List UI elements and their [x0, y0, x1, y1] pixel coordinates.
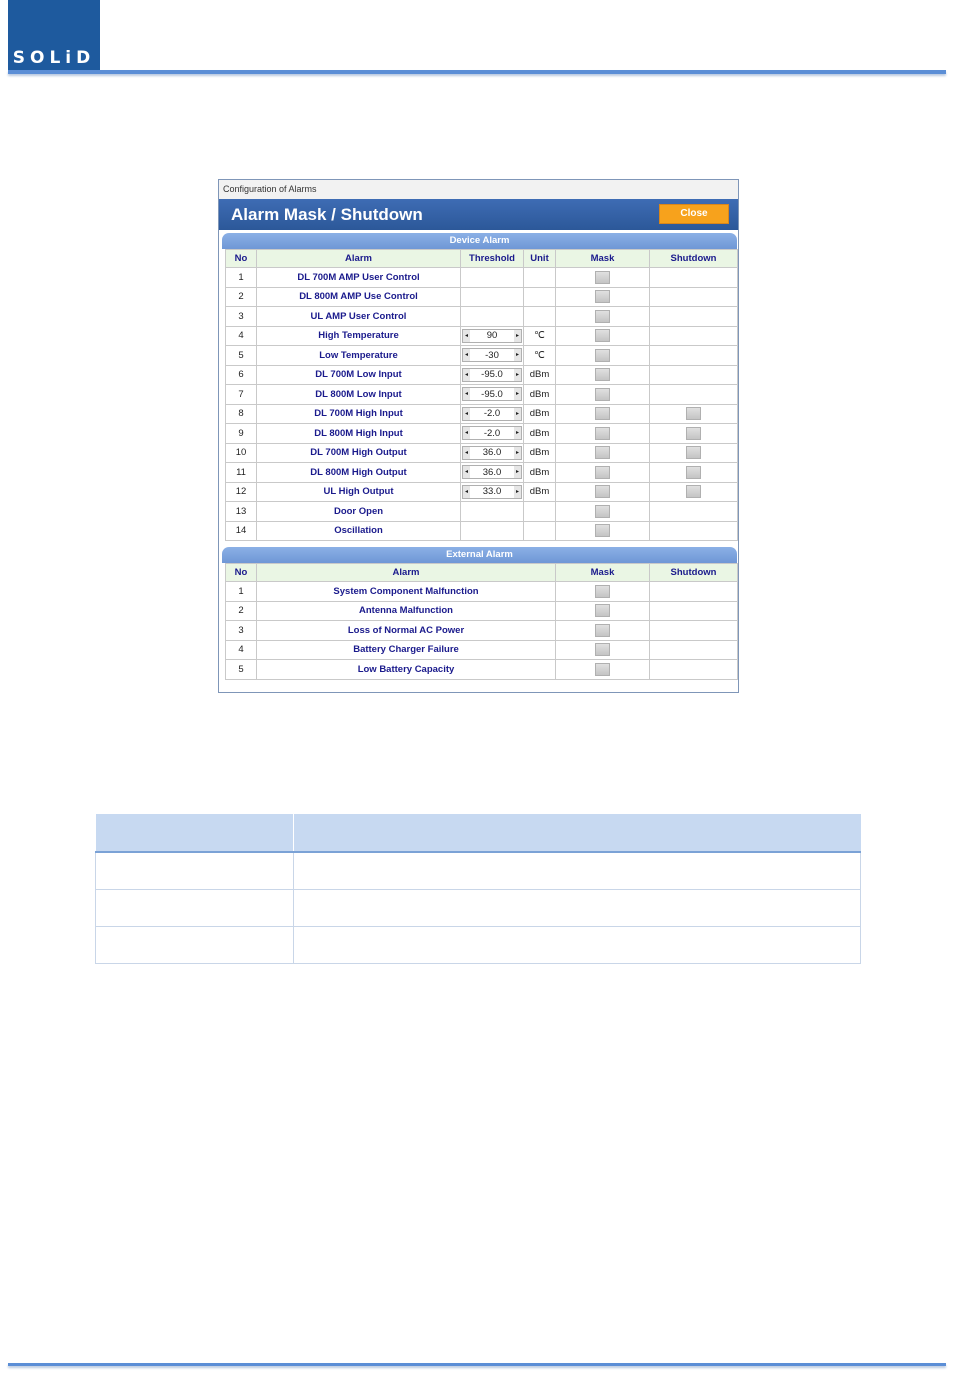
description-table: [95, 814, 861, 964]
device-alarm-row: [226, 482, 738, 502]
threshold-value: 36.0: [482, 447, 502, 459]
alarm-name: Oscillation: [257, 521, 461, 541]
device-alarm-row: [226, 521, 738, 541]
alarm-no: 14: [226, 521, 257, 541]
alarm-no: 4: [226, 326, 257, 346]
threshold-value: 33.0: [482, 486, 502, 498]
external-alarm-row: [226, 660, 738, 680]
device-alarm-row: [226, 268, 738, 288]
description-cell: [294, 889, 861, 926]
threshold-cell: [461, 268, 524, 288]
col-no: No: [226, 250, 257, 268]
spin-right-icon[interactable]: ▸: [514, 427, 521, 439]
mask-checkbox[interactable]: [595, 329, 610, 342]
device-alarm-row: [226, 346, 738, 366]
shutdown-cell: [650, 424, 738, 444]
description-row: [96, 852, 861, 889]
alarm-no: 12: [226, 482, 257, 502]
mask-cell: [556, 424, 650, 444]
alarm-no: 2: [226, 601, 257, 621]
threshold-cell: [461, 404, 524, 424]
mask-cell: [556, 621, 650, 641]
shutdown-cell: [650, 463, 738, 483]
spin-left-icon[interactable]: ◂: [463, 349, 470, 361]
mask-cell: [556, 582, 650, 602]
threshold-cell: [461, 365, 524, 385]
threshold-cell: [461, 521, 524, 541]
threshold-cell: [461, 326, 524, 346]
shutdown-cell: [650, 621, 738, 641]
unit-cell: dBm: [524, 463, 556, 483]
mask-cell: [556, 287, 650, 307]
device-alarm-row: [226, 404, 738, 424]
mask-checkbox[interactable]: [595, 604, 610, 617]
spin-right-icon[interactable]: ▸: [514, 388, 521, 400]
unit-cell: dBm: [524, 424, 556, 444]
device-alarm-row: [226, 385, 738, 405]
col-shutdown: Shutdown: [650, 564, 738, 582]
unit-cell: [524, 268, 556, 288]
spin-right-icon[interactable]: ▸: [514, 349, 521, 361]
spin-right-icon[interactable]: ▸: [514, 466, 521, 478]
shutdown-cell: [650, 482, 738, 502]
mask-checkbox[interactable]: [595, 624, 610, 637]
mask-cell: [556, 307, 650, 327]
mask-checkbox[interactable]: [595, 663, 610, 676]
alarm-no: 5: [226, 346, 257, 366]
alarm-name: DL 800M High Input: [257, 424, 461, 444]
alarm-no: 2: [226, 287, 257, 307]
threshold-value: -95.0: [481, 369, 503, 381]
device-alarm-row: [226, 424, 738, 444]
unit-cell: dBm: [524, 482, 556, 502]
threshold-spinner[interactable]: [462, 387, 522, 401]
external-alarm-table: [225, 563, 738, 680]
spin-right-icon[interactable]: ▸: [514, 369, 521, 381]
mask-cell: [556, 463, 650, 483]
device-alarm-row: [226, 502, 738, 522]
col-threshold: Threshold: [461, 250, 524, 268]
alarm-name: Door Open: [257, 502, 461, 522]
unit-cell: dBm: [524, 385, 556, 405]
threshold-spinner[interactable]: [462, 407, 522, 421]
threshold-value: -2.0: [483, 427, 501, 439]
shutdown-cell: [650, 307, 738, 327]
mask-checkbox[interactable]: [595, 585, 610, 598]
col-no: No: [226, 564, 257, 582]
mask-cell: [556, 502, 650, 522]
alarm-no: 7: [226, 385, 257, 405]
unit-cell: [524, 307, 556, 327]
threshold-value: 36.0: [482, 466, 502, 478]
col-alarm: Alarm: [257, 250, 461, 268]
shutdown-cell: [650, 404, 738, 424]
alarm-name: DL 800M High Output: [257, 463, 461, 483]
description-cell: [294, 926, 861, 963]
alarm-name: DL 800M Low Input: [257, 385, 461, 405]
dialog-title: Alarm Mask / Shutdown: [231, 205, 423, 224]
device-alarm-row: [226, 365, 738, 385]
shutdown-cell: [650, 640, 738, 660]
mask-cell: [556, 385, 650, 405]
device-alarm-header-row: [226, 250, 738, 268]
alarm-no: 10: [226, 443, 257, 463]
alarm-no: 8: [226, 404, 257, 424]
alarm-name: DL 700M High Output: [257, 443, 461, 463]
threshold-cell: [461, 502, 524, 522]
logo-text: SOLiD: [12, 48, 96, 68]
mask-checkbox[interactable]: [595, 310, 610, 323]
mask-cell: [556, 601, 650, 621]
col-unit: Unit: [524, 250, 556, 268]
dialog-titlebar: [219, 199, 738, 230]
spin-left-icon[interactable]: ◂: [463, 486, 470, 498]
alarm-name: Antenna Malfunction: [257, 601, 556, 621]
col-mask: Mask: [556, 250, 650, 268]
mask-checkbox[interactable]: [595, 349, 610, 362]
alarm-no: 6: [226, 365, 257, 385]
mask-checkbox[interactable]: [595, 290, 610, 303]
alarm-no: 13: [226, 502, 257, 522]
shutdown-cell: [650, 601, 738, 621]
mask-cell: [556, 404, 650, 424]
mask-checkbox[interactable]: [595, 466, 610, 479]
spin-left-icon[interactable]: ◂: [463, 447, 470, 459]
unit-cell: dBm: [524, 365, 556, 385]
description-cell: [294, 852, 861, 889]
mask-cell: [556, 326, 650, 346]
threshold-spinner[interactable]: [462, 348, 522, 362]
mask-cell: [556, 640, 650, 660]
col-alarm: Alarm: [257, 564, 556, 582]
threshold-cell: [461, 463, 524, 483]
alarm-no: 1: [226, 582, 257, 602]
threshold-value: -2.0: [483, 408, 501, 420]
mask-cell: [556, 346, 650, 366]
threshold-value: 90: [486, 330, 498, 342]
threshold-spinner[interactable]: [462, 465, 522, 479]
alarm-name: DL 800M AMP Use Control: [257, 287, 461, 307]
device-alarm-table: [225, 249, 738, 541]
external-alarm-row: [226, 601, 738, 621]
description-cell: [96, 926, 294, 963]
spin-right-icon[interactable]: ▸: [514, 447, 521, 459]
mask-cell: [556, 268, 650, 288]
mask-cell: [556, 443, 650, 463]
unit-cell: dBm: [524, 404, 556, 424]
mask-checkbox[interactable]: [595, 643, 610, 656]
external-alarm-row: [226, 621, 738, 641]
spin-left-icon[interactable]: ◂: [463, 369, 470, 381]
device-alarm-row: [226, 287, 738, 307]
description-header-row: [96, 814, 861, 852]
alarm-name: Loss of Normal AC Power: [257, 621, 556, 641]
threshold-spinner[interactable]: [462, 329, 522, 343]
threshold-cell: [461, 482, 524, 502]
shutdown-checkbox[interactable]: [686, 466, 701, 479]
threshold-cell: [461, 385, 524, 405]
mask-checkbox[interactable]: [595, 388, 610, 401]
solid-logo: [8, 0, 100, 70]
spin-left-icon[interactable]: ◂: [463, 427, 470, 439]
col-mask: Mask: [556, 564, 650, 582]
spin-left-icon[interactable]: ◂: [463, 408, 470, 420]
shutdown-cell: [650, 287, 738, 307]
threshold-spinner[interactable]: [462, 485, 522, 499]
unit-cell: ℃: [524, 346, 556, 366]
footer-divider: [8, 1363, 946, 1366]
device-alarm-row: [226, 326, 738, 346]
spin-left-icon[interactable]: ◂: [463, 388, 470, 400]
threshold-cell: [461, 307, 524, 327]
external-alarm-row: [226, 582, 738, 602]
device-alarm-row: [226, 443, 738, 463]
spin-right-icon[interactable]: ▸: [514, 486, 521, 498]
alarm-name: Low Temperature: [257, 346, 461, 366]
threshold-value: -30: [485, 349, 499, 361]
alarm-no: 4: [226, 640, 257, 660]
shutdown-cell: [650, 521, 738, 541]
spin-right-icon[interactable]: ▸: [514, 408, 521, 420]
alarm-name: System Component Malfunction: [257, 582, 556, 602]
alarm-config-dialog: [218, 179, 739, 693]
description-cell: [96, 852, 294, 889]
alarm-name: Low Battery Capacity: [257, 660, 556, 680]
alarm-name: DL 700M AMP User Control: [257, 268, 461, 288]
threshold-spinner[interactable]: [462, 426, 522, 440]
spin-left-icon[interactable]: ◂: [463, 330, 470, 342]
mask-checkbox[interactable]: [595, 485, 610, 498]
alarm-name: UL High Output: [257, 482, 461, 502]
threshold-cell: [461, 287, 524, 307]
spin-left-icon[interactable]: ◂: [463, 466, 470, 478]
unit-cell: [524, 502, 556, 522]
alarm-name: UL AMP User Control: [257, 307, 461, 327]
description-header-cell: [294, 814, 861, 852]
header-divider: [8, 70, 946, 74]
external-alarm-row: [226, 640, 738, 660]
external-alarm-header-row: [226, 564, 738, 582]
description-header-cell: [96, 814, 294, 852]
alarm-no: 3: [226, 621, 257, 641]
shutdown-checkbox[interactable]: [686, 407, 701, 420]
unit-cell: [524, 287, 556, 307]
threshold-spinner[interactable]: [462, 446, 522, 460]
device-alarm-row: [226, 463, 738, 483]
threshold-cell: [461, 443, 524, 463]
shutdown-cell: [650, 385, 738, 405]
alarm-name: DL 700M High Input: [257, 404, 461, 424]
spin-right-icon[interactable]: ▸: [514, 330, 521, 342]
alarm-name: High Temperature: [257, 326, 461, 346]
shutdown-checkbox[interactable]: [686, 427, 701, 440]
shutdown-checkbox[interactable]: [686, 485, 701, 498]
mask-checkbox[interactable]: [595, 524, 610, 537]
dialog-caption: Configuration of Alarms: [219, 180, 738, 199]
threshold-cell: [461, 424, 524, 444]
mask-cell: [556, 521, 650, 541]
shutdown-cell: [650, 660, 738, 680]
close-button[interactable]: Close: [659, 204, 729, 224]
shutdown-cell: [650, 502, 738, 522]
mask-cell: [556, 365, 650, 385]
device-alarm-header: Device Alarm: [222, 233, 737, 249]
description-cell: [96, 889, 294, 926]
description-row: [96, 926, 861, 963]
threshold-value: -95.0: [481, 388, 503, 400]
description-row: [96, 889, 861, 926]
alarm-no: 9: [226, 424, 257, 444]
mask-checkbox[interactable]: [595, 427, 610, 440]
shutdown-cell: [650, 582, 738, 602]
alarm-no: 11: [226, 463, 257, 483]
external-alarm-header: External Alarm: [222, 547, 737, 563]
alarm-name: Battery Charger Failure: [257, 640, 556, 660]
shutdown-cell: [650, 443, 738, 463]
mask-checkbox[interactable]: [595, 271, 610, 284]
col-shutdown: Shutdown: [650, 250, 738, 268]
shutdown-cell: [650, 268, 738, 288]
shutdown-cell: [650, 365, 738, 385]
shutdown-cell: [650, 346, 738, 366]
mask-cell: [556, 482, 650, 502]
mask-cell: [556, 660, 650, 680]
shutdown-checkbox[interactable]: [686, 446, 701, 459]
alarm-name: DL 700M Low Input: [257, 365, 461, 385]
unit-cell: dBm: [524, 443, 556, 463]
alarm-no: 3: [226, 307, 257, 327]
mask-checkbox[interactable]: [595, 407, 610, 420]
device-alarm-row: [226, 307, 738, 327]
alarm-no: 5: [226, 660, 257, 680]
unit-cell: ℃: [524, 326, 556, 346]
alarm-no: 1: [226, 268, 257, 288]
threshold-cell: [461, 346, 524, 366]
mask-checkbox[interactable]: [595, 368, 610, 381]
unit-cell: [524, 521, 556, 541]
threshold-spinner[interactable]: [462, 368, 522, 382]
shutdown-cell: [650, 326, 738, 346]
mask-checkbox[interactable]: [595, 446, 610, 459]
mask-checkbox[interactable]: [595, 505, 610, 518]
